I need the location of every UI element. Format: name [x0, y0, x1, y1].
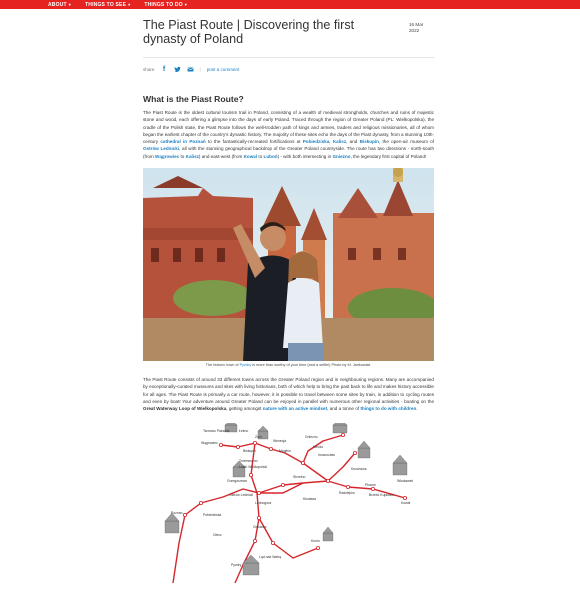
text-run: to — [257, 153, 264, 159]
text-run: , all with the stunning geographical backdrop of the Greater Poland countryside. The route has two directions - north-south (from — [143, 146, 434, 159]
text-run: to the fantastically-recreated fortifications at — [205, 139, 303, 145]
piast-route-map — [143, 423, 434, 583]
chevron-down-icon: ▾ — [68, 1, 71, 7]
photo-illustration — [143, 168, 434, 361]
link-kalisz-2[interactable]: Kalisz — [185, 153, 199, 159]
map-label-tarnowo: Tarnowo Pałuckie — [203, 428, 230, 433]
top-nav-items — [48, 0, 187, 9]
link-kalisz[interactable]: Kalisz — [332, 139, 347, 145]
map-label-konin: Konin — [311, 538, 320, 543]
nav-item-things-to-see[interactable] — [85, 2, 130, 8]
publish-date — [409, 22, 435, 34]
nav-item-things-to-see-label: THINGS TO SEE — [85, 1, 127, 8]
map-label-inowroclaw: Inowrocław — [318, 452, 335, 457]
caption-text: is more than worthy of your time (and a selfie!) Photo by M. Jankowski. — [251, 363, 372, 368]
email-icon[interactable] — [187, 66, 194, 73]
photo-caption — [143, 363, 434, 368]
chevron-down-icon: ▾ — [128, 1, 131, 7]
text-run: , getting amongst — [226, 406, 263, 412]
link-lubon[interactable]: Luboń — [263, 153, 278, 159]
link-kowal[interactable]: Kowal — [243, 153, 258, 159]
share-label: share — [143, 66, 155, 72]
publish-date-year: 2022 — [409, 28, 420, 33]
text-run: , the open-air museum of — [379, 139, 434, 145]
map-label-kruszwica: Kruszwica — [351, 466, 367, 471]
text-run: . — [416, 406, 418, 412]
map-label-znin: Żnin — [255, 434, 262, 439]
map-label-wagrowiec: Wągrowiec — [201, 440, 218, 445]
map-label-gniezno: Gniezno — [305, 434, 318, 439]
bold-great-waterway-loop: Great Waterway Loop of Wielkopolska — [143, 406, 227, 412]
publish-date-day: 16 Mar — [409, 22, 424, 27]
map-label-wloclawek: Włocławek — [397, 478, 414, 483]
text-run: , and a tonne of — [327, 406, 361, 412]
map-label-plowce: Płowce — [365, 482, 376, 487]
article — [143, 18, 434, 583]
text-run: , and — [346, 139, 360, 145]
top-nav-bar — [0, 0, 580, 9]
text-run: , — [329, 139, 333, 145]
map-label-biskupin: Biskupin — [243, 448, 256, 453]
caption-text: The historic town of — [205, 363, 240, 368]
text-run: The Piast Route is the oldest cultural tourism trail in Poland, consisting of a wealth of medieval strongholds, churches and ruins of majestic stone and wood, each offering a glimpse into the days of early Poland. Traced through the region of Greater Poland (PL: Wielkopolska), the cradle of the Polish state, the Piast Route follows the well-trodden path of kings and armies, traders and religious missionaries, all of whom began the earliest chapter of the country's dynastic history. The majority of these sites echo the days of the Piast dynasty, from a stunning 10th-century — [143, 110, 434, 145]
route-paragraph — [143, 376, 434, 412]
divider — [143, 57, 434, 58]
link-gniezno[interactable]: Gniezno — [332, 153, 351, 159]
map-label-poznan: Poznań — [171, 510, 183, 515]
map-label-mogilno: Mogilno — [279, 448, 291, 453]
map-label-pyzdry: Pyzdry — [231, 562, 242, 567]
link-pobiedziska[interactable]: Pobiedziska — [302, 139, 330, 145]
map-label-lednogora: Lednogóra — [255, 500, 272, 505]
text-run: ) - with both intersecting in — [277, 153, 333, 159]
twitter-icon[interactable] — [174, 66, 181, 73]
map-label-pobiedziska: Pobiedziska — [203, 512, 222, 517]
text-run: ) and east-west (from — [198, 153, 244, 159]
map-label-klodawa: Kłodawa — [303, 496, 317, 501]
map-label-grodziec: Grodziec — [253, 524, 267, 529]
route-lines — [143, 423, 434, 583]
map-label-wenecja: Wenecja — [273, 438, 287, 443]
nav-item-about-label: ABOUT — [48, 1, 67, 8]
chevron-down-icon: ▾ — [184, 1, 187, 7]
map-label-lekno: Łekno — [239, 428, 249, 433]
map-label-trzemeszno: Trzemeszno — [239, 458, 258, 463]
map-label-kowal: Kowal — [401, 500, 411, 505]
map-label-klecko: Kłecko — [313, 444, 324, 449]
map-label-lad: Ląd nad Wartą — [259, 554, 282, 559]
link-biskupin[interactable]: Biskupin — [359, 139, 379, 145]
link-pyzdry[interactable]: Pyzdry — [239, 363, 252, 368]
map-label-strzelno: Strzelno — [293, 474, 306, 479]
link-cathedral-poznan[interactable]: cathedral in Poznań — [160, 139, 206, 145]
link-nature-active-mindset[interactable]: nature with an active mindset — [262, 406, 328, 412]
nav-item-things-to-do-label: THINGS TO DO — [144, 1, 183, 8]
separator: | — [199, 66, 201, 72]
text-run: , the legendary first capital of Poland! — [350, 153, 427, 159]
link-wagrowiec[interactable]: Wągrowiec — [155, 153, 180, 159]
link-things-to-do-with-children[interactable]: things to do with children — [360, 406, 417, 412]
intro-paragraph — [143, 109, 434, 160]
nav-item-things-to-do[interactable] — [144, 2, 187, 8]
map-label-radziejow: Radziejów — [339, 490, 355, 495]
link-ostrow-lednicki[interactable]: Ostrów Lednicki — [143, 146, 180, 152]
post-comment-link[interactable]: post a comment — [206, 66, 240, 72]
facebook-icon[interactable]: f — [162, 65, 166, 73]
page-title: The Piast Route | Discovering the first dynasty of Poland — [143, 18, 355, 46]
map-label-grzegorzewo: Grzegorzewo — [227, 478, 248, 483]
map-label-brzesc: Brześć Kujawski — [369, 492, 394, 497]
selfie-photo — [143, 168, 434, 361]
section-heading: What is the Piast Route? — [143, 94, 244, 104]
map-label-giecz: Giecz — [213, 532, 222, 537]
nav-item-about[interactable] — [48, 2, 71, 8]
map-label-lubin: Lubiń Wielkopolski — [239, 464, 268, 469]
share-bar — [143, 65, 434, 73]
text-run: to — [179, 153, 186, 159]
map-label-ostrow: Ostrów Lednicki — [229, 492, 254, 497]
text-run: The Piast Route consists of around 33 different towns across the Greater Poland region and in neighbouring regions. Many are accompanied by exceptionally-curated museums and sites with living historians, both of which help to bring the past back to life and makes history accessible for all ages. The Piast Route is primarily a car route, however, it is possible to travel between some sites by train, in addition to cycling routes and even by boat! Your adventure around Greater Poland can be enjoyed in parallel with numerous other regional activities - boating on the — [143, 377, 434, 404]
